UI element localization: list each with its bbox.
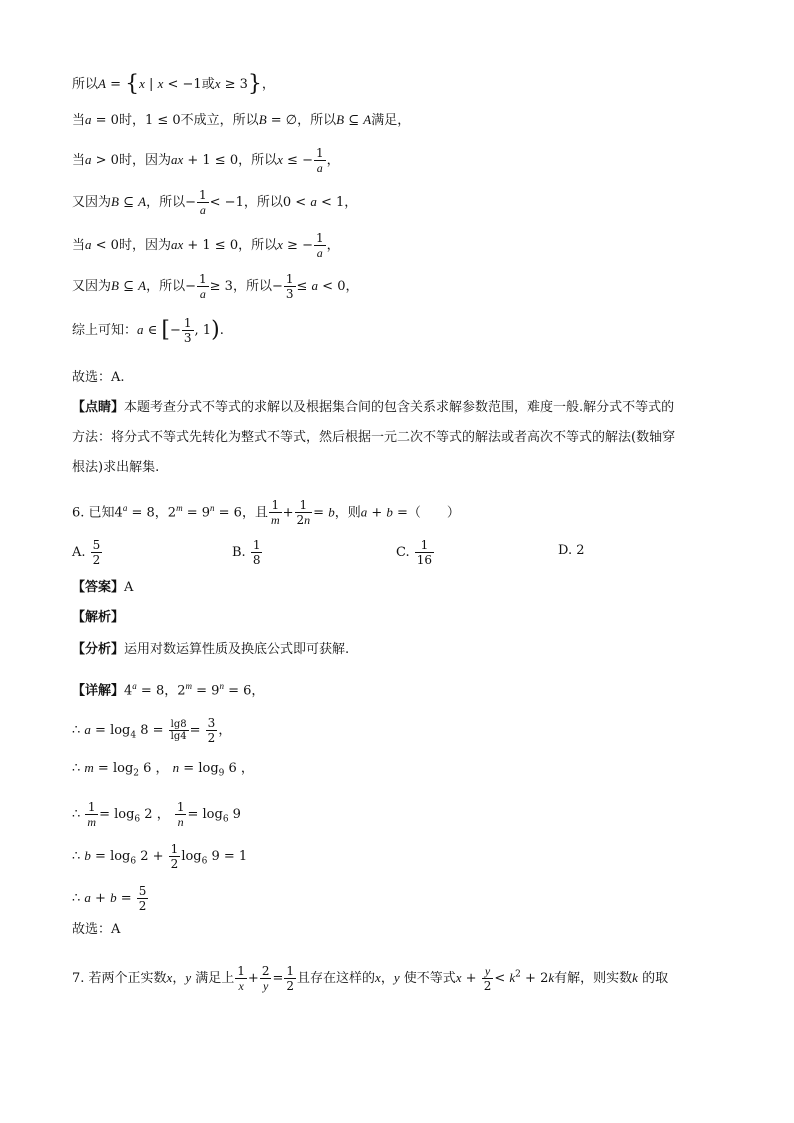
step-b: ∴ $b = \log_6 2$ + $\frac{1}{2}$ $\log_6 9 = 1$ [72,842,248,871]
line-set-a: 所以A = {x | x < −1或x ≥ 3}， [72,71,275,97]
remark-line-1: 【点睛】本题考查分式不等式的求解以及根据集合间的包含关系求解参数范围，难度一般.解分式不等式的 [72,400,675,415]
choice-a: A. $\frac{5}{2}$ [72,538,101,567]
fenxi-line: 【分析】运用对数运算性质及换底公式即可获解. [72,642,350,657]
line-subset-positive: 又因为B ⊆ A，所以− $\frac{1}{a}$ < −1，所以0 < a < 1， [72,188,358,217]
step-reciprocals: ∴ $\frac{1}{m}$ = $\log_6 2$ ， $\frac{1}{n}$ = $\log_6 9$ [72,800,241,829]
line-choose-a-2: 故选：A [72,922,121,937]
line-choose-a: 故选：A. [72,370,125,385]
step-mn: ∴ $m = \log_2 6$ ， $n = \log_9 6$ ， [72,760,254,779]
line-case-zero: 当a = 0时，1 ≤ 0不成立，所以B = ∅，所以B ⊆ A满足， [72,112,411,128]
choice-d: D. 2 [558,543,585,558]
question-7: 7. 若两个正实数x，y 满足上 $\frac{1}{x}$ + $\frac{2}{y}$ = $\frac{1}{2}$ 且存在这样的x，y 使不等式x + $\frac{y}{2}$ < $k^2 + 2k$有解，则实数k 的取 [72,964,669,993]
choice-b: B. $\frac{1}{8}$ [232,538,261,567]
analysis-tag: 【解析】 [72,610,125,625]
answer-line: 【答案】A [72,580,134,595]
line-conclusion: 综上可知：a ∈ [− $\frac{1}{3}$ , 1). [72,316,224,345]
question-6: 6. 已知$4^a = 8$，$2^m = 9^n = 6$，且 $\frac{1}{m}$ + $\frac{1}{2n}$ = b，则a + b =（ ） [72,498,460,528]
choice-c: C. $\frac{1}{16}$ [396,538,433,567]
step-sum: ∴ a + b = $\frac{5}{2}$ [72,884,147,913]
line-case-positive: 当a > 0时，因为ax + 1 ≤ 0，所以x ≤ − $\frac{1}{a}$ ， [72,146,340,175]
remark-line-2: 方法：将分式不等式先转化为整式不等式，然后根据一元二次不等式的解法或者高次不等式的解法(数轴穿 [72,430,676,445]
detail-line: 【详解】$4^a = 8$，$2^m = 9^n = 6$， [72,681,265,699]
step-a: ∴ $a = \log_4 8$ = $\frac{\lg 8}{\lg 4}$ = $\frac{3}{2}$ ， [72,716,232,745]
remark-line-3: 根法)求出解集. [72,460,160,475]
line-case-negative: 当a < 0时，因为ax + 1 ≤ 0，所以x ≥ − $\frac{1}{a}$ ， [72,231,340,260]
line-subset-negative: 又因为B ⊆ A，所以− $\frac{1}{a}$ ≥ 3，所以− $\frac{1}{3}$ ≤ a < 0， [72,272,359,301]
